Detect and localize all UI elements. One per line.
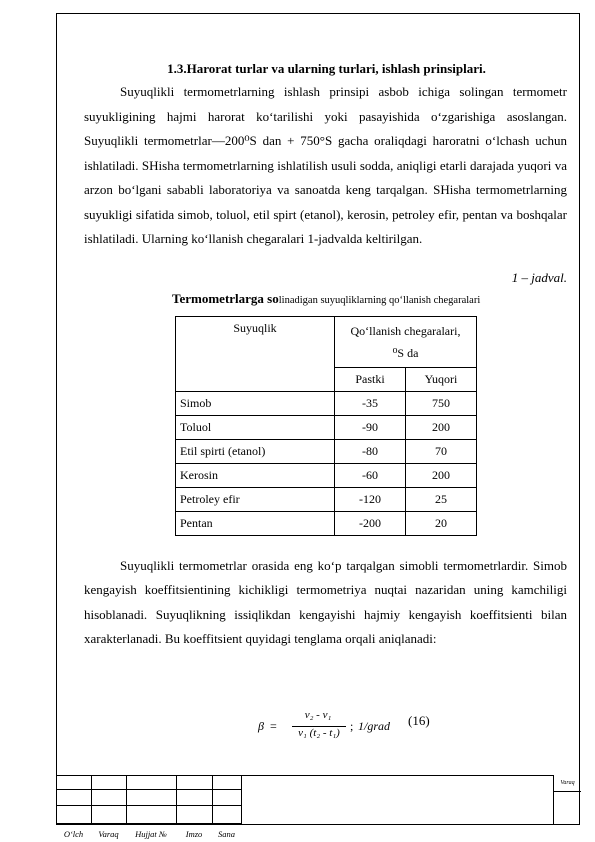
- formula-lhs: β: [258, 719, 264, 733]
- cell-low: -80: [335, 439, 406, 463]
- label-imzo: Imzo: [185, 829, 203, 839]
- equation-number: (16): [408, 713, 430, 728]
- label-olch: O‘lch: [63, 829, 84, 839]
- cell-liquid: Kerosin: [176, 463, 335, 487]
- cell-high: 70: [406, 439, 477, 463]
- subheader-high: Yuqori: [406, 367, 477, 391]
- table-row: [176, 439, 477, 463]
- formula-denominator: v₁ (t₂ - t₁): [298, 727, 340, 739]
- label-varaq: Varaq: [98, 829, 119, 839]
- paragraph-2: Suyuqlikli termometrlar orasida eng ko‘p tarqalgan simobli termometrlardir. Simob kengayish koeffitsientining kichikligi termometriya nuqtai nazaridan uning kamchiligi hisoblanadi. Suyuqlikning issiqlikdan kengayishi hajmiy kengayish koeffitsienti bilan xarakterlanadi. Bu koeffitsient quyidagi tenglama orqali aniqlanadi:: [84, 557, 567, 646]
- cell-liquid: Simob: [176, 391, 335, 415]
- col-header-limits-line1: Qo‘llanish chegaralari,: [350, 323, 461, 338]
- table-row: [176, 487, 477, 511]
- label-sana: Sana: [218, 829, 235, 839]
- table-row: [176, 511, 477, 535]
- subheader-low: Pastki: [335, 367, 406, 391]
- table-number: 1 – jadval.: [511, 269, 567, 285]
- table-row: [176, 415, 477, 439]
- table-title-bold: Termometrlarga so: [172, 290, 279, 306]
- label-hujjat: Hujjat №: [135, 829, 167, 839]
- cell-liquid: Pentan: [176, 511, 335, 535]
- col-header-limits-line2: ⁰S da: [392, 345, 419, 360]
- col-header-liquid: Suyuqlik: [176, 316, 335, 391]
- cell-liquid: Toluol: [176, 415, 335, 439]
- formula-unit: 1/grad: [358, 719, 391, 733]
- table-title-small: linadigan suyuqliklarning qo‘llanish chegaralari: [278, 294, 481, 306]
- cell-high: 25: [406, 487, 477, 511]
- cell-low: -60: [335, 463, 406, 487]
- section-heading: 1.3.Harorat turlar va ularning turlari, ishlash prinsiplari.: [167, 61, 486, 76]
- cell-high: 20: [406, 511, 477, 535]
- formula-numerator: v₂ - v₁: [304, 709, 332, 721]
- cell-high: 200: [406, 415, 477, 439]
- cell-high: 750: [406, 391, 477, 415]
- cell-low: -35: [335, 391, 406, 415]
- cell-low: -90: [335, 415, 406, 439]
- table-row: [176, 391, 477, 415]
- paragraph-1: Suyuqlikli termometrlarning ishlash prinsipi asbob ichiga solingan termometr suyukligining hajmi harorat ko‘tarilishi yoki pasayishida o‘zgarishiga asoslangan. Suyuqlikli termometrlar—200⁰S dan + 750°S gacha oraliqdagi haroratni o‘lchash uchun ishlatiladi. SHisha termometrlarning ishlatilish usuli sodda, aniqligi etarli darajada yuqori va arzon bo‘lgani sababli laboratoriya va sanoatda keng tarqalgan. SHisha termometrlarning suyukligi sifatida simob, toluol, etil spirt (etanol), kerosin, petroley efir, pentan va boshqalar ishlatiladi. Ularning ko‘llanish chegaralari 1-jadvalda keltirilgan.: [84, 84, 567, 246]
- cell-liquid: Etil spirti (etanol): [176, 439, 335, 463]
- label-sheet: Varaq: [560, 780, 575, 786]
- table-row: [176, 463, 477, 487]
- cell-high: 200: [406, 463, 477, 487]
- col-header-limits: [335, 316, 477, 367]
- cell-low: -200: [335, 511, 406, 535]
- cell-liquid: Petroley efir: [176, 487, 335, 511]
- document-body: [84, 58, 567, 652]
- sheet-number-box: [553, 775, 581, 825]
- table-title: [172, 290, 567, 310]
- cell-low: -120: [335, 487, 406, 511]
- limits-table: [175, 316, 477, 536]
